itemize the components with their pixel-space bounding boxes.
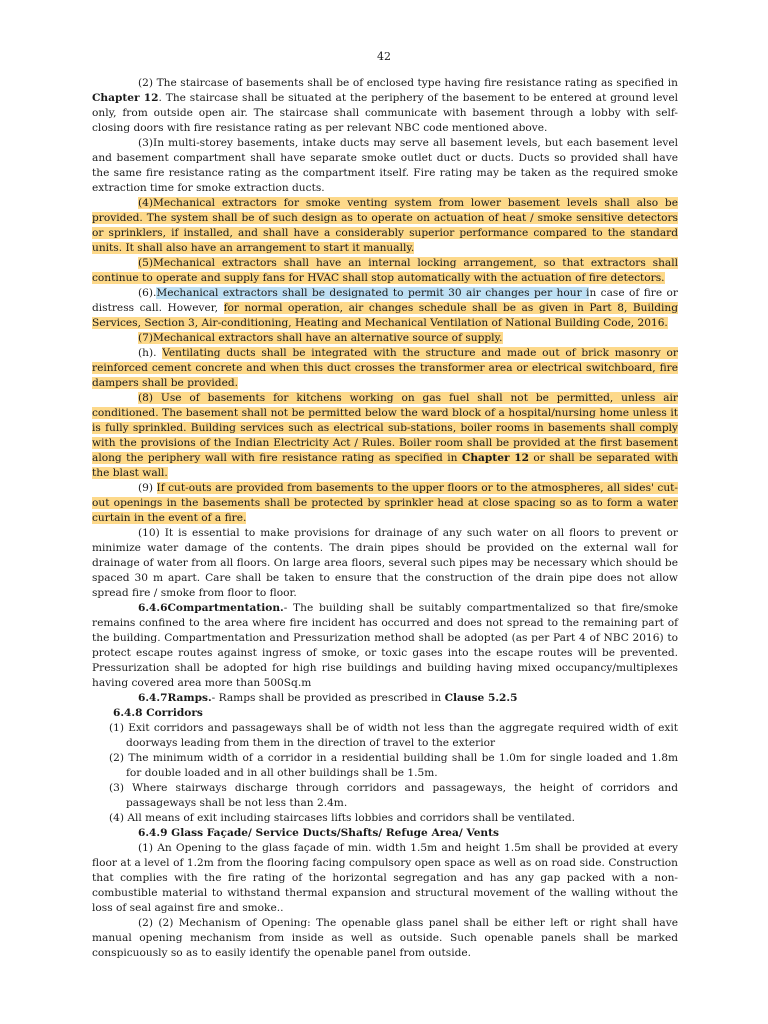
page-number: 42 <box>377 50 391 63</box>
highlighted-text: (7)Mechanical extractors shall have an alternative source of supply. <box>138 332 503 344</box>
paragraph-7 <box>92 331 678 346</box>
paragraph-h-prefix: (h). <box>138 347 163 359</box>
blue-highlighted-text: Mechanical extractors shall be designated to permit 30 air changes per hour i <box>156 287 590 299</box>
highlighted-text: (8) Use of basements for kitchens working on gas fuel shall not be permitted, unless air conditioned. The basement shall not be permitted below the ward block of a hospital/nursing home unless it is fully sprinkled. Building services such as electrical sub-stations, boiler rooms in basements shall comply with the provisions of the Indian Electricity Act / Rules. Boiler room shall be provided at the first basement along the periphery wall with fire resistance rating as specified in <box>92 392 678 464</box>
chapter-reference: Chapter 12 <box>461 452 530 464</box>
paragraph-3: (3)In multi-storey basements, intake ducts may serve all basement levels, but each basement level and basement compartment shall have separate smoke outlet duct or ducts. Ducts so provided shall have the same fire resistance rating as the compartment itself. Fire rating may be taken as the required smoke extraction time for smoke extraction ducts. <box>92 137 678 194</box>
paragraph-2-text: (2) The staircase of basements shall be of enclosed type having fire resistance rating as specified in <box>138 77 678 89</box>
section-6-4-6 <box>92 601 678 691</box>
list-item: (2) The minimum width of a corridor in a residential building shall be 1.0m for single loaded and 1.8m for double loaded and in all other buildings shall be 1.5m. <box>109 752 678 779</box>
section-6-4-7 <box>92 691 678 706</box>
section-6-4-9-paragraph-1: (1) An Opening to the glass façade of min. width 1.5m and height 1.5m shall be provided at every floor at a level of 1.2m from the flooring facing compulsory open space as well as on road side. Construction that complies with the fire rating of the horizontal segregation and has any gap packed with a non-combustible material to withstand thermal expansion and structural movement of the walling without the loss of seal against fire and smoke.. <box>92 842 678 914</box>
paragraph-8 <box>92 391 678 481</box>
section-text: - The building shall be suitably compartmentalized so that fire/smoke remains confined to the area where fire incident has occurred and does not spread to the remaining part of the building. Compartmentation and Pressurization method shall be adopted (as per Part 4 of NBC 2016) to protect escape routes against ingress of smoke, or toxic gases into the escape routes will be prevented. Pressurization shall be adopted for high rise buildings and building having mixed occupancy/multiplexes having covered area more than 500Sq.m <box>92 602 678 689</box>
paragraph-2 <box>92 76 678 136</box>
section-heading: 6.4.9 Glass Façade/ Service Ducts/Shafts/ Refuge Area/ Vents <box>138 827 499 839</box>
list-item: (1) Exit corridors and passageways shall be of width not less than the aggregate required width of exit doorways leading from them in the direction of travel to the exterior <box>109 722 678 749</box>
list-item: (4) All means of exit including staircases lifts lobbies and corridors shall be ventilated. <box>109 812 575 824</box>
highlighted-text: (5)Mechanical extractors shall have an internal locking arrangement, so that extractors shall continue to operate and supply fans for HVAC shall stop automatically with the actuation of fire detectors. <box>92 257 678 284</box>
section-6-4-9-heading <box>92 826 678 841</box>
paragraph-5 <box>92 256 678 286</box>
list-item: (3) Where stairways discharge through corridors and passageways, the height of corridors and passageways shall be not less than 2.4m. <box>109 782 678 809</box>
paragraph-6 <box>92 286 678 331</box>
section-heading: 6.4.7Ramps. <box>138 692 212 704</box>
highlighted-text: (4)Mechanical extractors for smoke venting system from lower basement levels shall also be provided. The system shall be of such design as to operate on actuation of heat / smoke sensitive detectors or sprinklers, if installed, and shall have a considerably superior performance compared to the standard units. It shall also have an arrangement to start it manually. <box>92 197 678 254</box>
paragraph-4 <box>92 196 678 256</box>
document-body <box>92 76 678 961</box>
chapter-reference: Chapter 12 <box>92 92 159 104</box>
paragraph-6-text: n case of fire or distress call. However, <box>92 287 678 314</box>
section-text: - Ramps shall be provided as prescribed in <box>211 692 445 704</box>
paragraph-2-text-cont: . The staircase shall be situated at the periphery of the basement to be entered at ground level only, from outside open air. The staircase shall communicate with basement through a lobby with self-closing doors with fire resistance rating as per relevant NBC code mentioned above. <box>92 92 678 134</box>
section-heading: 6.4.6Compartmentation. <box>138 602 284 614</box>
highlighted-text: for normal operation, air changes schedule shall be as given in Part 8, Building Services, Section 3, Air-conditioning, Heating and Mechanical Ventilation of National Building Code, 2016. <box>92 302 679 329</box>
clause-reference: Clause 5.2.5 <box>444 692 518 704</box>
highlighted-text: Ventilating ducts shall be integrated with the structure and made out of brick masonry or reinforced cement concrete and when this duct crosses the transformer area or electrical switchboard, fire dampers shall be provided. <box>92 347 678 389</box>
paragraph-9-prefix: (9) <box>138 482 157 494</box>
paragraph-10: (10) It is essential to make provisions for drainage of any such water on all floors to prevent or minimize water damage of the contents. The drain pipes should be provided on the external wall for drainage of water from all floors. On large area floors, several such pipes may be necessary which should be spaced 30 m apart. Care shall be taken to ensure that the construction of the drain pipe does not allow spread fire / smoke from floor to floor. <box>92 527 678 599</box>
highlighted-text: or shall be separated with the blast wall. <box>92 452 678 479</box>
paragraph-9 <box>92 481 678 526</box>
section-heading: 6.4.8 Corridors <box>113 707 203 719</box>
section-6-4-9-paragraph-2: (2) (2) Mechanism of Opening: The openable glass panel shall be either left or right shall have manual opening mechanism from inside as well as outside. Such openable panels shall be marked conspicuously so as to easily identify the openable panel from outside. <box>92 917 678 959</box>
highlighted-text: If cut-outs are provided from basements to the upper floors or to the atmospheres, all sides' cut-out openings in the basements shall be protected by sprinkler head at close spacing so as to form a water curtain in the event of a fire. <box>92 482 679 524</box>
paragraph-6-prefix: (6). <box>138 287 157 299</box>
paragraph-h <box>92 346 678 391</box>
section-6-4-8-heading <box>92 706 678 721</box>
